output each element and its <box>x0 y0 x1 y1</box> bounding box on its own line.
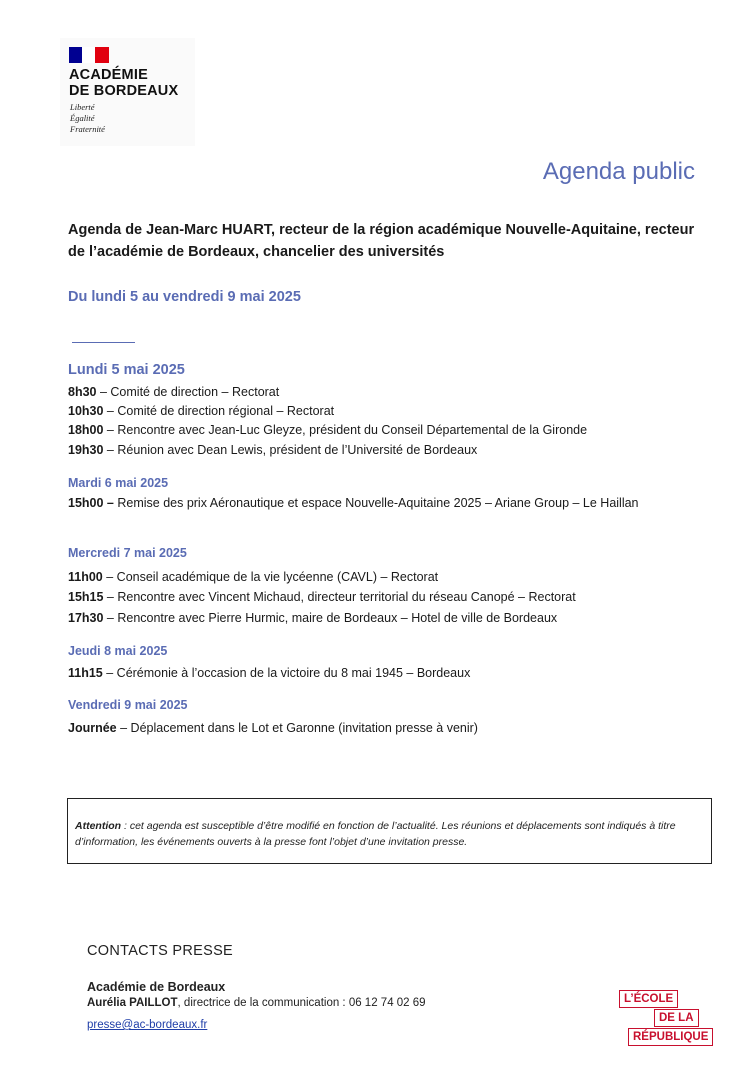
agenda-intro: Agenda de Jean-Marc HUART, recteur de la région académique Nouvelle-Aquitaine, recteur de l’académie de Bordeaux, chancelier des universités <box>68 222 695 260</box>
event-time: 11h00 <box>68 570 103 584</box>
institution-name-line1: ACADÉMIE <box>69 67 148 83</box>
day-title: Mardi 6 mai 2025 <box>68 476 169 490</box>
notice-box <box>67 798 712 864</box>
event-item <box>68 383 688 402</box>
event-time: 15h00 – <box>68 496 114 510</box>
day-title: Mercredi 7 mai 2025 <box>68 546 187 560</box>
event-text: – Rencontre avec Jean-Luc Gleyze, président du Conseil Départemental de la Gironde <box>103 423 588 437</box>
agenda-period: Du lundi 5 au vendredi 9 mai 2025 <box>68 289 301 305</box>
event-item <box>68 609 688 628</box>
event-item <box>68 441 688 460</box>
marianne-flag-icon <box>69 47 109 63</box>
event-item <box>68 568 688 587</box>
event-text: – Déplacement dans le Lot et Garonne (invitation presse à venir) <box>116 721 478 735</box>
event-item <box>68 402 688 421</box>
event-item <box>68 421 688 440</box>
event-time: 8h30 <box>68 385 97 399</box>
contact-email-link[interactable]: presse@ac-bordeaux.fr <box>87 1019 208 1031</box>
day-title: Jeudi 8 mai 2025 <box>68 644 168 658</box>
event-text: – Comité de direction régional – Rectorat <box>103 404 335 418</box>
event-time: 11h15 <box>68 666 103 680</box>
institution-name-line2: DE BORDEAUX <box>69 83 179 99</box>
separator-line <box>72 342 135 343</box>
motto-fraternite: Fraternité <box>70 124 105 134</box>
contact-organization: Académie de Bordeaux <box>87 980 226 994</box>
event-item <box>68 494 668 513</box>
event-time: 10h30 <box>68 404 104 418</box>
day-title: Vendredi 9 mai 2025 <box>68 698 188 712</box>
contacts-heading: CONTACTS PRESSE <box>87 943 234 959</box>
ecole-republique-logo <box>612 986 720 1050</box>
event-text: – Conseil académique de la vie lycéenne (CAVL) – Rectorat <box>102 570 439 584</box>
notice-text <box>75 818 705 850</box>
contact-person <box>87 997 426 1009</box>
motto-liberte: Liberté <box>70 102 95 112</box>
event-time: Journée <box>68 721 117 735</box>
event-text: – Réunion avec Dean Lewis, président de l’Université de Bordeaux <box>103 443 478 457</box>
event-text: – Rencontre avec Vincent Michaud, directeur territorial du réseau Canopé – Rectorat <box>103 590 576 604</box>
contact-person-name: Aurélia PAILLOT <box>87 997 178 1009</box>
ecole-logo-line2: DE LA <box>654 1009 699 1027</box>
event-text: Remise des prix Aéronautique et espace Nouvelle-Aquitaine 2025 – Ariane Group – Le Haillan <box>113 496 639 510</box>
contact-person-role: , directrice de la communication : 06 12 74 02 69 <box>177 997 426 1009</box>
event-text: – Cérémonie à l’occasion de la victoire du 8 mai 1945 – Bordeaux <box>102 666 471 680</box>
ecole-logo-line3: RÉPUBLIQUE <box>628 1028 713 1046</box>
event-text: – Comité de direction – Rectorat <box>96 385 280 399</box>
event-text: – Rencontre avec Pierre Hurmic, maire de Bordeaux – Hotel de ville de Bordeaux <box>103 611 558 625</box>
motto-egalite: Égalité <box>70 113 95 123</box>
event-time: 15h15 <box>68 590 104 604</box>
event-item <box>68 588 688 607</box>
event-item <box>68 719 688 738</box>
notice-label: Attention <box>75 820 122 832</box>
notice-body: : cet agenda est susceptible d’être modifié en fonction de l’actualité. Les réunions et déplacements sont indiqués à titre d’information, les événements ouverts à la presse font l’objet d’une invitation presse. <box>75 820 676 848</box>
event-time: 19h30 <box>68 443 104 457</box>
ecole-logo-line1: L’ÉCOLE <box>619 990 678 1008</box>
event-time: 17h30 <box>68 611 104 625</box>
page-title: Agenda public <box>542 158 695 185</box>
event-item <box>68 664 688 683</box>
event-time: 18h00 <box>68 423 104 437</box>
day-title: Lundi 5 mai 2025 <box>68 362 185 378</box>
